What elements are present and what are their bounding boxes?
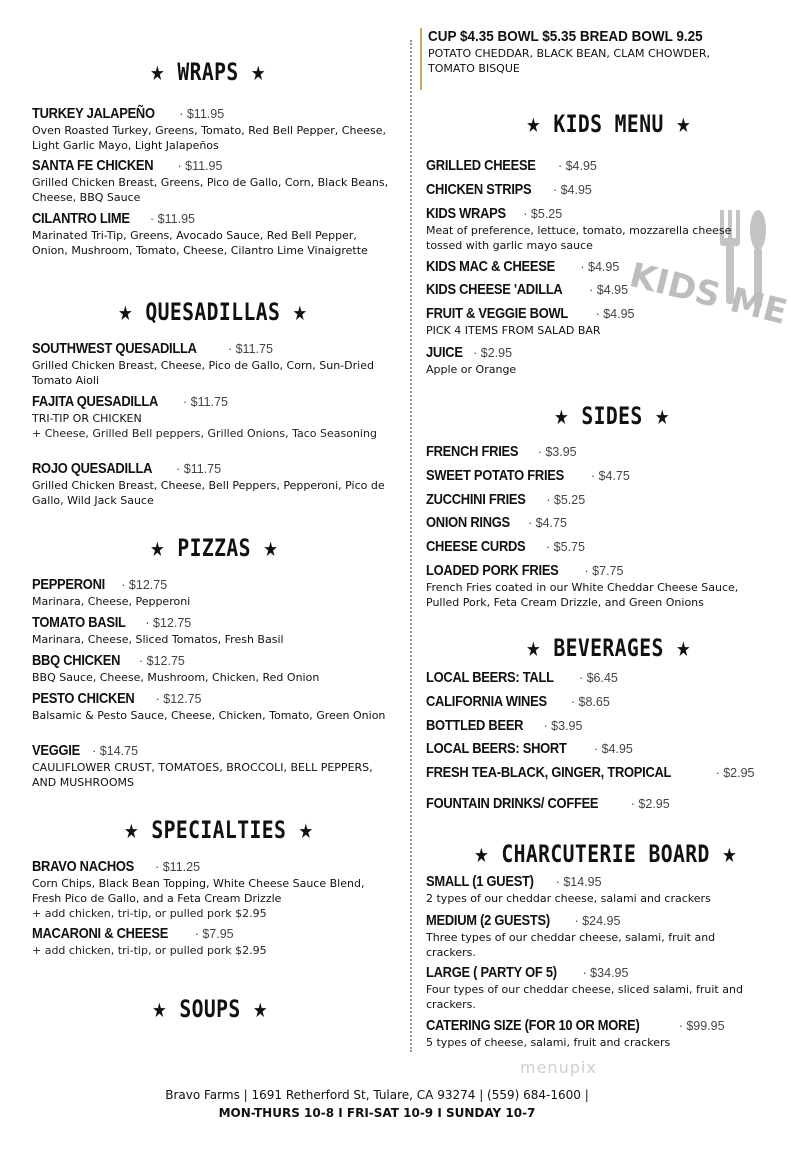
star-icon: ★ (150, 61, 166, 85)
item-price: · $4.95 (593, 742, 633, 756)
item-name: LOADED PORK FRIES (426, 562, 559, 579)
item-price: · $11.75 (176, 462, 222, 476)
menu-item (32, 460, 392, 508)
item-price: · $12.75 (139, 654, 185, 668)
item-price: · $11.75 (227, 342, 273, 356)
item-price: · $4.95 (595, 307, 635, 321)
item-price: · $11.95 (150, 212, 195, 226)
menu-item (426, 538, 754, 556)
section-heading-specialties (124, 816, 314, 844)
star-icon: ★ (675, 637, 692, 661)
item-price: · $4.95 (589, 283, 629, 297)
item-description: 5 types of cheese, salami, fruit and crackers (426, 1036, 671, 1049)
section-heading-sides (554, 402, 670, 430)
section-title: KIDS MENU (553, 110, 664, 138)
item-name: FOUNTAIN DRINKS/ COFFEE (426, 795, 599, 812)
item-addon: + add chicken, tri-tip, or pulled pork $2.95 (32, 907, 267, 920)
item-price: · $3.95 (537, 445, 577, 459)
section-heading-wraps (150, 58, 266, 86)
menu-item (32, 925, 392, 958)
menu-item (426, 562, 754, 610)
item-price: · $99.95 (678, 1019, 725, 1033)
menu-item (32, 393, 392, 441)
star-icon: ★ (474, 843, 490, 867)
item-name: PESTO CHICKEN (32, 690, 135, 707)
menu-item (426, 1017, 754, 1050)
section-heading-quesadillas (118, 298, 308, 326)
item-addon: + Cheese, Grilled Bell peppers, Grilled Onions, Taco Seasoning (32, 427, 377, 440)
item-name: ZUCCHINI FRIES (426, 491, 526, 508)
item-description: Corn Chips, Black Bean Topping, White Cheese Sauce Blend, Fresh Pico de Gallo, and a Feta Cream Drizzle (32, 877, 365, 905)
item-description: Grilled Chicken Breast, Cheese, Bell Peppers, Pepperoni, Pico de Gallo, Wild Jack Sauce (32, 479, 385, 507)
menu-item (426, 443, 754, 461)
item-name: SOUTHWEST QUESADILLA (32, 340, 197, 357)
section-heading-kids (526, 110, 691, 138)
item-price: · $14.95 (555, 875, 602, 889)
item-name: LOCAL BEERS: SHORT (426, 740, 567, 757)
menu-item (32, 157, 392, 205)
menu-item (32, 858, 392, 921)
item-price: · $24.95 (574, 914, 621, 928)
item-price: · $5.25 (546, 493, 586, 507)
star-icon: ★ (124, 819, 140, 843)
section-title: WRAPS (177, 58, 239, 86)
item-name: CHICKEN STRIPS (426, 181, 532, 198)
star-icon: ★ (526, 637, 542, 661)
star-icon: ★ (292, 301, 308, 325)
soups-info (420, 28, 750, 90)
item-name: CILANTRO LIME (32, 210, 130, 227)
item-price: · $4.75 (528, 516, 567, 530)
menu-item (426, 669, 754, 687)
item-description: Three types of our cheddar cheese, salami, fruit and crackers. (426, 931, 716, 959)
star-icon: ★ (675, 113, 692, 137)
kids-watermark-text: KIDS ME (625, 255, 791, 333)
menu-item (32, 576, 392, 609)
section-heading-charcuterie (474, 840, 737, 868)
item-price: · $4.95 (552, 183, 592, 197)
section-title: SPECIALTIES (151, 816, 287, 844)
item-price: · $12.75 (121, 578, 168, 592)
menu-item (32, 652, 392, 685)
star-icon: ★ (263, 537, 279, 561)
item-description: CAULIFLOWER CRUST, TOMATOES, BROCCOLI, BELL PEPPERS, AND MUSHROOMS (32, 761, 373, 789)
item-description: Balsamic & Pesto Sauce, Cheese, Chicken, Tomato, Green Onion (32, 709, 386, 722)
star-icon: ★ (152, 998, 168, 1022)
item-name: FRESH TEA-BLACK, GINGER, TROPICAL (426, 764, 672, 781)
item-name: LARGE ( PARTY OF 5) (426, 964, 557, 981)
item-price: · $11.75 (183, 395, 228, 409)
item-price: · $4.75 (590, 469, 630, 483)
menu-item (426, 912, 754, 960)
item-name: BOTTLED BEER (426, 717, 524, 734)
menu-item (426, 964, 754, 1012)
menu-item (32, 690, 392, 723)
menu-item (426, 491, 754, 509)
item-description: BBQ Sauce, Cheese, Mushroom, Chicken, Red Onion (32, 671, 320, 684)
star-icon: ★ (526, 113, 542, 137)
item-description: Marinara, Cheese, Sliced Tomatos, Fresh Basil (32, 633, 284, 646)
item-price: · $4.95 (557, 159, 597, 173)
item-name: ONION RINGS (426, 514, 510, 531)
menu-item (426, 281, 754, 299)
item-price: · $12.75 (155, 692, 202, 706)
section-heading-soups (152, 995, 268, 1023)
menu-item (32, 340, 392, 388)
item-price: · $14.75 (92, 744, 139, 758)
item-name: FAJITA QUESADILLA (32, 393, 159, 410)
menu-item (426, 305, 754, 338)
menu-item (426, 873, 754, 906)
item-name: FRENCH FRIES (426, 443, 519, 460)
item-description: Marinara, Cheese, Pepperoni (32, 595, 191, 608)
menu-item (426, 181, 754, 199)
item-description: TRI-TIP OR CHICKEN (32, 412, 142, 425)
menu-item (426, 205, 754, 253)
item-description: Grilled Chicken Breast, Greens, Pico de Gallo, Corn, Black Beans, Cheese, BBQ Sauce (32, 176, 389, 204)
menu-item (32, 105, 392, 153)
item-price: · $12.75 (145, 616, 192, 630)
section-heading-beverages (526, 634, 691, 662)
soups-prices: CUP $4.35 BOWL $5.35 BREAD BOWL 9.25 (428, 28, 703, 45)
star-icon: ★ (150, 537, 166, 561)
item-name: TOMATO BASIL (32, 614, 126, 631)
item-price: · $2.95 (715, 766, 755, 780)
menu-item (426, 764, 754, 782)
item-description: PICK 4 ITEMS FROM SALAD BAR (426, 324, 601, 337)
item-name: MACARONI & CHEESE (32, 925, 169, 942)
item-price: · $11.95 (179, 107, 225, 121)
soups-list: POTATO CHEDDAR, BLACK BEAN, CLAM CHOWDER, TOMATO BISQUE (428, 47, 711, 75)
section-title: SIDES (581, 402, 643, 430)
item-name: CHEESE CURDS (426, 538, 526, 555)
item-price: · $6.45 (578, 671, 618, 685)
item-name: SWEET POTATO FRIES (426, 467, 564, 484)
item-description: French Fries coated in our White Cheddar Cheese Sauce, Pulled Pork, Feta Cream Drizzle, and Green Onions (426, 581, 739, 609)
item-description: Apple or Orange (426, 363, 517, 376)
item-name: SANTA FE CHICKEN (32, 157, 154, 174)
star-icon: ★ (554, 405, 570, 429)
section-heading-pizzas (150, 534, 278, 562)
footer (0, 1086, 754, 1122)
item-description: Oven Roasted Turkey, Greens, Tomato, Red Bell Pepper, Cheese, Light Garlic Mayo, Light Jalapeños (32, 124, 386, 152)
item-description: Four types of our cheddar cheese, sliced salami, fruit and crackers. (426, 983, 743, 1011)
menu-item (426, 467, 754, 485)
item-name: MEDIUM (2 GUESTS) (426, 912, 550, 929)
star-icon: ★ (722, 843, 738, 867)
menu-item (426, 717, 754, 735)
item-name: ROJO QUESADILLA (32, 460, 153, 477)
item-name: FRUIT & VEGGIE BOWL (426, 305, 569, 322)
item-price: · $4.95 (580, 260, 620, 274)
item-description: Grilled Chicken Breast, Cheese, Pico de Gallo, Corn, Sun-Dried Tomato Aioli (32, 359, 374, 387)
item-price: · $3.95 (543, 719, 583, 733)
menu-item (426, 514, 754, 532)
item-addon: + add chicken, tri-tip, or pulled pork $2.95 (32, 944, 267, 957)
item-price: · $2.95 (473, 346, 513, 360)
item-name: VEGGIE (32, 742, 80, 759)
item-name: KIDS MAC & CHEESE (426, 258, 555, 275)
star-icon: ★ (654, 405, 671, 429)
item-name: BBQ CHICKEN (32, 652, 121, 669)
item-name: LOCAL BEERS: TALL (426, 669, 554, 686)
item-price: · $5.75 (546, 540, 585, 554)
menu-item (426, 258, 754, 276)
menu-item (426, 740, 754, 758)
column-divider (410, 40, 412, 1052)
menu-item (32, 210, 392, 258)
item-price: · $7.75 (584, 564, 624, 578)
menu-item (426, 693, 754, 711)
menu-item (426, 157, 754, 175)
item-price: · $11.25 (155, 860, 201, 874)
section-title: BEVERAGES (553, 634, 664, 662)
item-name: BRAVO NACHOS (32, 858, 135, 875)
item-name: JUICE (426, 344, 463, 361)
menupix-watermark: menupix (520, 1058, 597, 1077)
star-icon: ★ (250, 61, 267, 85)
item-price: · $2.95 (630, 797, 670, 811)
menu-item (32, 742, 392, 790)
star-icon: ★ (298, 819, 314, 843)
menu-item (426, 795, 754, 813)
item-name: SMALL (1 GUEST) (426, 873, 534, 890)
item-description: Meat of preference, lettuce, tomato, mozzarella cheese tossed with garlic mayo sauce (426, 224, 732, 252)
item-name: KIDS CHEESE 'ADILLA (426, 281, 563, 298)
item-price: · $34.95 (582, 966, 629, 980)
menu-item (426, 344, 754, 377)
section-title: CHARCUTERIE BOARD (501, 840, 710, 868)
section-title: SOUPS (179, 995, 241, 1023)
item-price: · $11.95 (177, 159, 223, 173)
item-price: · $7.95 (194, 927, 234, 941)
item-name: PEPPERONI (32, 576, 105, 593)
item-name: KIDS WRAPS (426, 205, 506, 222)
footer-hours: MON-THURS 10-8 I FRI-SAT 10-9 I SUNDAY 10-7 (218, 1106, 536, 1120)
item-description: Marinated Tri-Tip, Greens, Avocado Sauce, Red Bell Pepper, Onion, Mushroom, Tomato, Cheese, Cilantro Lime Vinaigrette (32, 229, 368, 257)
item-description: 2 types of our cheddar cheese, salami and crackers (426, 892, 711, 905)
star-icon: ★ (118, 301, 134, 325)
footer-address: Bravo Farms | 1691 Retherford St, Tulare, CA 93274 | (559) 684-1600 | (165, 1088, 589, 1102)
item-name: CALIFORNIA WINES (426, 693, 547, 710)
star-icon: ★ (252, 998, 269, 1022)
section-title: PIZZAS (177, 534, 251, 562)
item-price: · $8.65 (570, 695, 610, 709)
section-title: QUESADILLAS (145, 298, 281, 326)
item-name: CATERING SIZE (FOR 10 OR MORE) (426, 1017, 640, 1034)
item-name: GRILLED CHEESE (426, 157, 536, 174)
menu-item (32, 614, 392, 647)
item-price: · $5.25 (523, 207, 563, 221)
item-name: TURKEY JALAPEÑO (32, 105, 155, 122)
